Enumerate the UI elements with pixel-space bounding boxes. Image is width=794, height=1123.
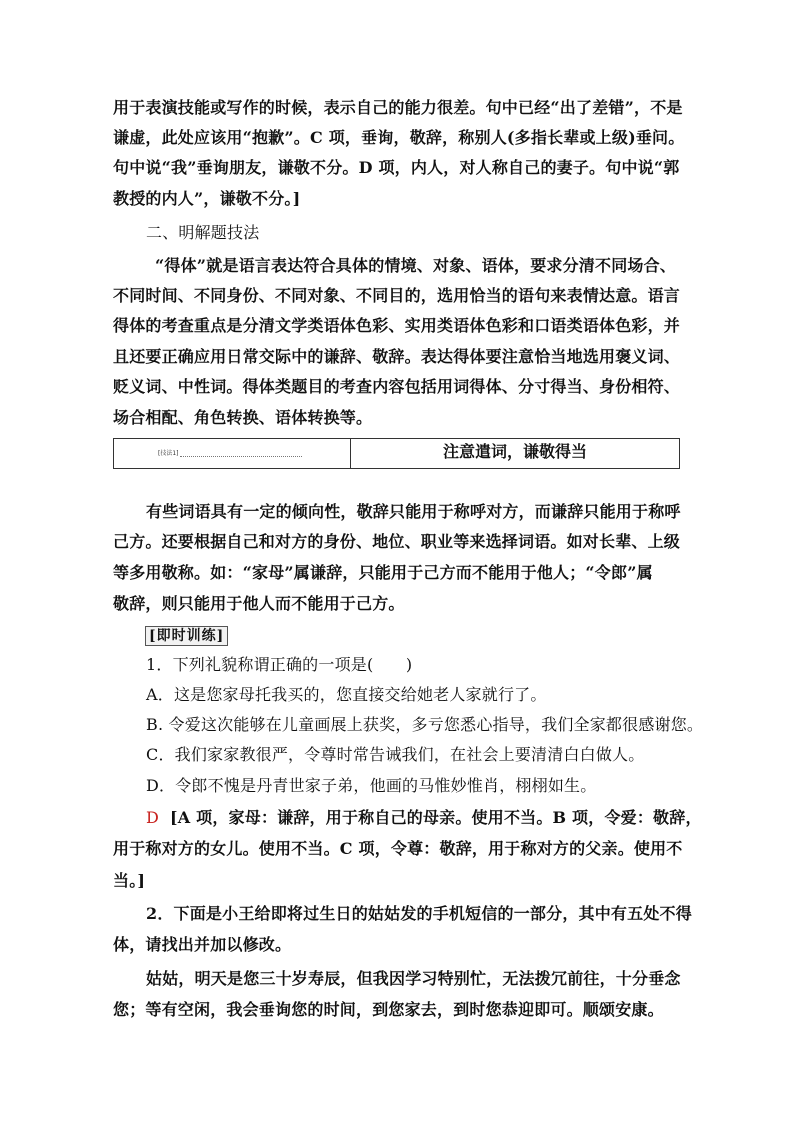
intro-line: 贬义词、中性词。得体类题目的考查内容包括用词得体、分寸得当、身份相符、	[113, 377, 681, 396]
dotted-leader	[180, 456, 302, 457]
technique-box	[113, 438, 680, 469]
intro-line: 不同时间、不同身份、不同对象、不同目的，选用恰当的语句来表情达意。语言	[113, 286, 681, 305]
explain-line: 等多用敬称。如：“家母”属谦辞，只能用于己方而不能用于他人；“令郎”属	[113, 563, 653, 582]
option-d: D．令郎不愧是丹青世家子弟，他画的马惟妙惟肖，栩栩如生。	[146, 776, 597, 795]
intro-line: 得体的考查重点是分清文学类语体色彩、实用类语体色彩和口语类语体色彩，并	[113, 316, 681, 335]
technique-label: [技法1]	[158, 450, 179, 457]
option-b: B. 令爱这次能够在儿童画展上获奖，多亏您悉心指导，我们全家都很感谢您。	[146, 715, 704, 734]
question-stem: 体，请找出并加以修改。	[113, 935, 292, 954]
technique-label-cell	[114, 439, 351, 468]
text-line: 用于表演技能或写作的时候，表示自己的能力很差。句中已经“出了差错”，不是	[113, 98, 683, 117]
message-line: 姑姑，明天是您三十岁寿辰，但我因学习特别忙，无法拨冗前往，十分垂念	[146, 969, 681, 988]
practice-badge: [即时训练]	[145, 626, 228, 646]
explain-line: 己方。还要根据自己和对方的身份、地位、职业等来选择词语。如对长辈、上级	[113, 532, 681, 551]
section-title: 二、明解题技法	[146, 223, 260, 242]
text-line: 教授的内人”，谦敬不分。]	[113, 189, 301, 208]
intro-line: 场合相配、角色转换、语体转换等。	[113, 408, 373, 427]
intro-line: 且还要正确应用日常交际中的谦辞、敬辞。表达得体要注意恰当地选用褒义词、	[113, 347, 681, 366]
explain-line: 敬辞，则只能用于他人而不能用于己方。	[113, 594, 405, 613]
text-line: 谦虚，此处应该用“抱歉”。C 项，垂询，敬辞，称别人(多指长辈或上级)垂问。	[113, 128, 685, 147]
option-c: C．我们家家教很严，令尊时常告诫我们，在社会上要清清白白做人。	[146, 745, 645, 764]
text-line: 句中说“我”垂询朋友，谦敬不分。D 项，内人，对人称自己的妻子。句中说“郭	[113, 158, 680, 177]
technique-title: 注意遣词，谦敬得当	[442, 442, 587, 461]
analysis-line: 当。]	[113, 871, 146, 890]
analysis-line: [A 项，家母：谦辞，用于称自己的母亲。使用不当。B 项，令爱：敬辞，	[170, 808, 702, 827]
explain-line: 有些词语具有一定的倾向性，敬辞只能用于称呼对方，而谦辞只能用于称呼	[146, 502, 681, 521]
option-a: A．这是您家母托我买的，您直接交给她老人家就行了。	[146, 685, 547, 704]
question-stem: 1．下列礼貌称谓正确的一项是( )	[146, 655, 413, 674]
analysis-line: 用于称对方的女儿。使用不当。C 项，令尊：敬辞，用于称对方的父亲。使用不	[113, 839, 683, 858]
message-line: 您；等有空闲，我会垂询您的时间，到您家去，到时您恭迎即可。顺颂安康。	[113, 1000, 664, 1019]
question-stem: 2．下面是小王给即将过生日的姑姑发的手机短信的一部分，其中有五处不得	[146, 904, 692, 923]
intro-line: “得体”就是语言表达符合具体的情境、对象、语体，要求分清不同场合、	[155, 256, 677, 275]
answer-letter: D	[146, 808, 160, 827]
